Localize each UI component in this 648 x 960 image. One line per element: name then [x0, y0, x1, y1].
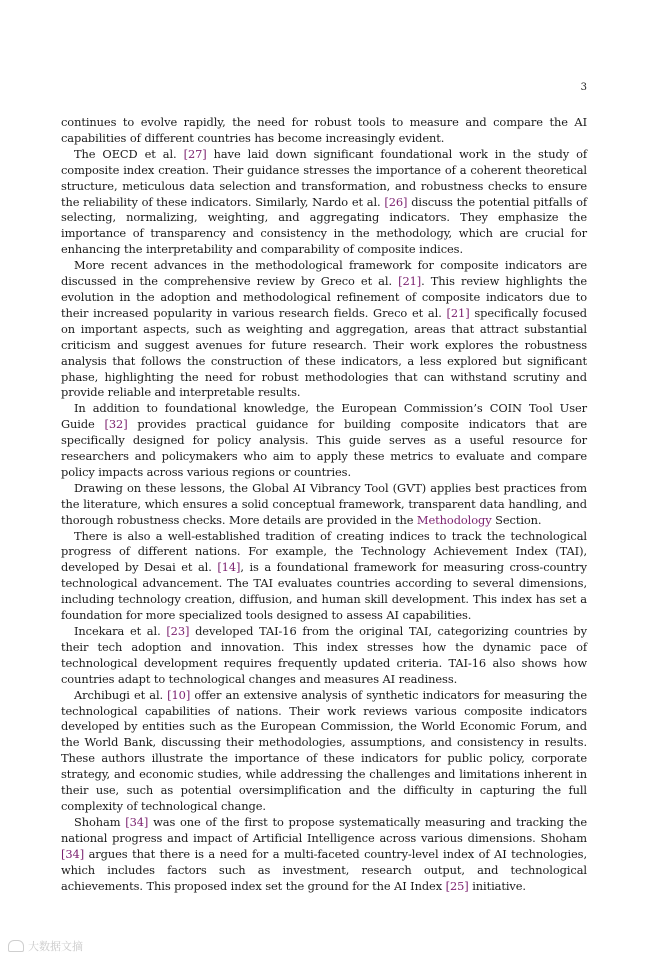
watermark-logo-icon	[8, 940, 24, 952]
paragraph-text: In addition to foundational knowledge, the European Commission’s COIN Tool User Guide	[61, 401, 587, 432]
paragraph-text: continues to evolve rapidly, the need for robust tools to measure and compare the AI capabilities of different countries has become increasingly evident.	[61, 115, 587, 145]
paragraph	[61, 258, 587, 401]
citation-link[interactable]: [23]	[166, 624, 190, 638]
paragraph	[61, 481, 587, 529]
citation-link[interactable]: [21]	[398, 274, 422, 289]
paragraph	[61, 624, 587, 688]
paragraph	[61, 401, 587, 481]
paragraph	[61, 147, 587, 258]
paragraph-text: Drawing on these lessons, the Global AI Vibrancy Tool (GVT) applies best practices from the literature, which ensures a solid conceptual framework, transparent data handling, and thorough robustness checks. More details are provided in the	[61, 480, 587, 527]
paragraph-text: provides practical guidance for building composite indicators that are specifically designed for policy analysis. This guide serves as a useful resource for researchers and policymakers who aim to apply these metrics to evaluate and compare policy impacts across various regions or countries.	[61, 417, 587, 479]
body-text	[61, 115, 587, 894]
citation-link[interactable]: [10]	[167, 687, 191, 702]
watermark	[8, 938, 83, 954]
paragraph-text: . This review highlights the evolution in the adoption and methodological refinement of composite indicators due to their increased popularity in various research fields. Greco et al.	[61, 274, 587, 320]
citation-link[interactable]: [32]	[104, 417, 128, 432]
paragraph-text: have laid down significant foundational work in the study of composite index creation. Their guidance stresses the importance of a coherent theoretical structure, meticulous data selection and transformation, and robustness checks to ensure the reliability of these indicators. Similarly, Nardo et al.	[61, 146, 587, 209]
paragraph-text: discuss the potential pitfalls of selecting, normalizing, weighting, and aggregating indicators. They emphasize the importance of transparency and consistency in the methodology, which are crucial for enhancing the interpretability and comparability of composite indices.	[61, 194, 587, 257]
paragraph-text: Shoham	[74, 814, 126, 829]
paragraph-text: Incekara et al.	[74, 624, 167, 638]
citation-link[interactable]: [21]	[446, 305, 470, 320]
paragraph-text: The OECD et al.	[74, 146, 184, 161]
paragraph	[61, 815, 587, 895]
paragraph-text: More recent advances in the methodological framework for composite indicators are discussed in the comprehensive review by Greco et al.	[61, 258, 587, 289]
paragraph-text: initiative.	[468, 878, 526, 893]
paragraph-text: Archibugi et al.	[74, 687, 168, 702]
paragraph-text: There is also a well-established tradition of creating indices to track the technological progress of different nations. For example, the Technology Achievement Index (TAI), developed by Desai et al.	[61, 528, 587, 575]
citation-link[interactable]: [26]	[384, 194, 408, 209]
citation-link[interactable]: [14]	[217, 560, 241, 575]
citation-link[interactable]: [27]	[183, 146, 207, 161]
citation-link[interactable]: [34]	[125, 814, 149, 829]
citation-link[interactable]: [25]	[445, 878, 469, 893]
section-link[interactable]: Methodology	[416, 512, 492, 527]
paragraph-text: Section.	[491, 512, 542, 527]
paragraph-text: was one of the first to propose systematically measuring and tracking the national progress and impact of Artificial Intelligence across various dimensions. Shoham	[61, 814, 587, 845]
paragraph	[61, 115, 587, 147]
paragraph	[61, 688, 587, 815]
citation-link[interactable]: [34]	[61, 846, 85, 861]
paragraph-text: , is a foundational framework for measuring cross-country technological advancement. The TAI evaluates countries according to several dimensions, including technology creation, diffusion, and human skill development. This index has set a foundation for more specialized tools designed to assess AI capabilities.	[61, 560, 588, 623]
watermark-text: 大数据文摘	[28, 940, 83, 953]
paragraph	[61, 529, 587, 624]
page-number: 3	[580, 82, 587, 93]
paragraph-text: specifically focused on important aspects, such as weighting and aggregation, areas that attract substantial criticism and suggest avenues for future research. Their work explores the robustness analysis that follows the construction of these indicators, a less explored but significant phase, highlighting the need for robust methodologies that can withstand scrutiny and provide reliable and interpretable results.	[61, 305, 587, 400]
paragraph-text: developed TAI-16 from the original TAI, categorizing countries by their tech adoption and innovation. This index stresses how the dynamic pace of technological development requires frequently updated criteria. TAI-16 also shows how countries adapt to technological changes and measures AI readiness.	[61, 624, 587, 686]
paragraph-text: argues that there is a need for a multi-faceted country-level index of AI technologies, which includes factors such as investment, research output, and technological achievements. This proposed index set the ground for the AI Index	[61, 846, 587, 893]
paragraph-text: offer an extensive analysis of synthetic indicators for measuring the technological capabilities of nations. Their work reviews various composite indicators developed by entities such as the European Commission, the World Economic Forum, and the World Bank, discussing their methodologies, assumptions, and consistency in results. These authors illustrate the importance of these indicators for public policy, corporate strategy, and economic studies, while addressing the challenges and limitations inherent in their use, such as potential oversimplification and the difficulty in capturing the full complexity of technological change.	[61, 687, 588, 813]
